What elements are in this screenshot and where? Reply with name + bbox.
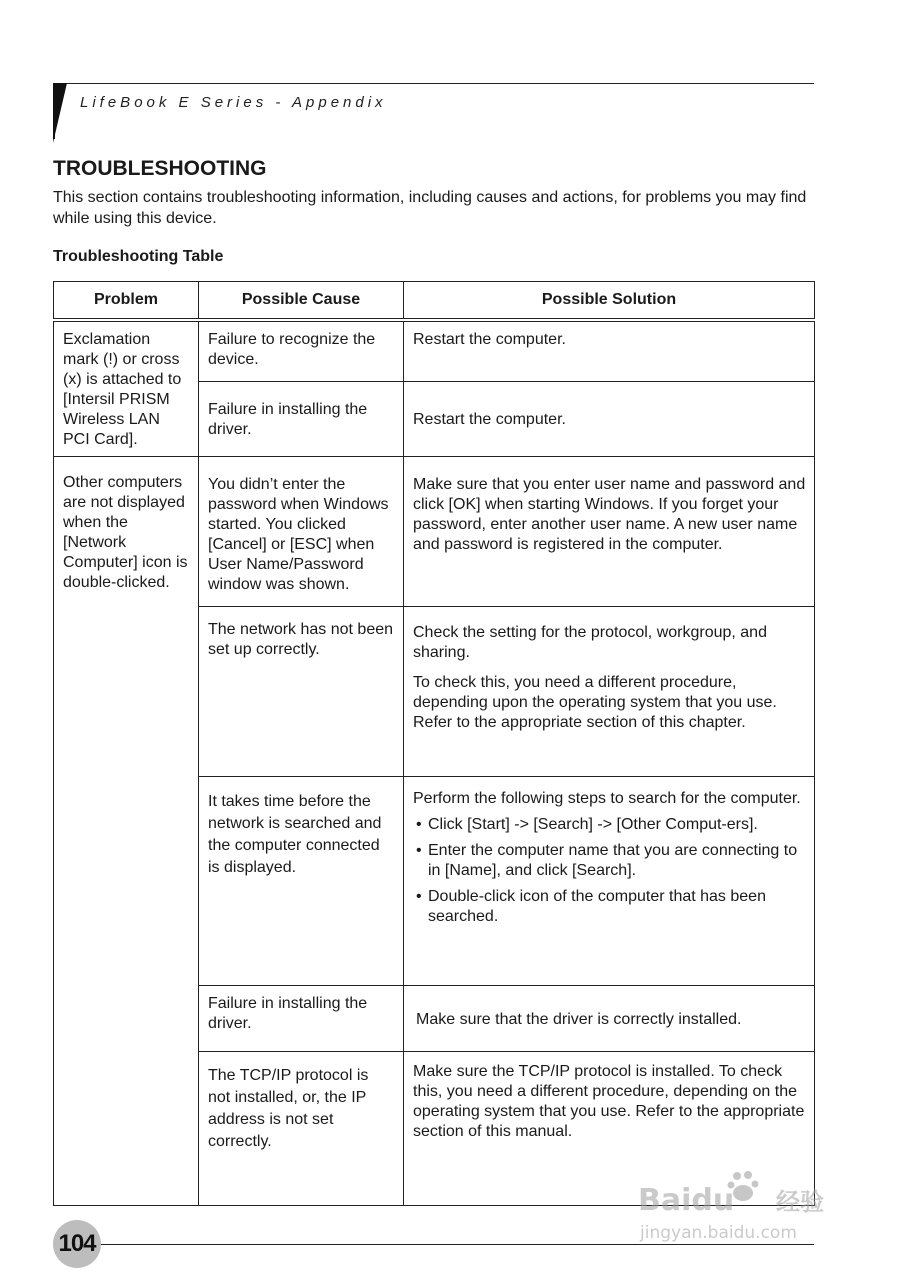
header-corner-mark: [53, 83, 67, 143]
solution-cell: Make sure the TCP/IP protocol is installed. To check this, you need a different procedure, depending on the operating system that you use. Refer to the appropriate section of this manual.: [404, 1052, 815, 1206]
watermark-url: jingyan.baidu.com: [640, 1223, 797, 1243]
cause-cell: The network has not been set up correctly.: [199, 607, 404, 777]
cause-cell: Failure in installing the driver.: [199, 382, 404, 457]
section-title: TROUBLESHOOTING: [53, 157, 267, 180]
header-problem: Problem: [54, 282, 199, 321]
solution-cell: [404, 777, 815, 986]
header-rule: [54, 83, 814, 84]
page-number: 104: [58, 1230, 96, 1257]
header-corner-stem: [53, 83, 55, 139]
table-row: [54, 457, 815, 607]
table-title: Troubleshooting Table: [53, 248, 224, 265]
header-solution: Possible Solution: [404, 282, 815, 321]
problem-cell: Other computers are not displayed when the [Network Computer] icon is double-clicked.: [54, 457, 199, 1206]
page-number-badge: [53, 1220, 101, 1268]
solution-paragraph: To check this, you need a different procedure, depending upon the operating system that you use. Refer to the appropriate section of this chapter.: [413, 674, 777, 731]
problem-cell: Exclamation mark (!) or cross (x) is attached to [Intersil PRISM Wireless LAN PCI Card].: [54, 320, 199, 457]
solution-cell: Restart the computer.: [404, 382, 815, 457]
table-row: [54, 320, 815, 382]
cause-cell: It takes time before the network is searched and the computer connected is displayed.: [199, 777, 404, 986]
watermark-brand: Baidu: [638, 1183, 735, 1218]
troubleshooting-table: [53, 281, 815, 1206]
cause-cell: Failure in installing the driver.: [199, 986, 404, 1052]
list-item: • Enter the computer name that you are connecting to in [Name], and click [Search].: [413, 841, 806, 881]
cause-cell: The TCP/IP protocol is not installed, or, the IP address is not set correctly.: [199, 1052, 404, 1206]
solution-paragraph: Check the setting for the protocol, workgroup, and sharing.: [413, 624, 767, 661]
solution-cell: [404, 607, 815, 777]
cause-cell: You didn’t enter the password when Windows started. You clicked [Cancel] or [ESC] when User Name/Password window was shown.: [199, 457, 404, 607]
list-item: • Click [Start] -> [Search] -> [Other Comput-ers].: [413, 815, 806, 835]
cause-cell: Failure to recognize the device.: [199, 320, 404, 382]
running-header: LifeBook E Series - Appendix: [80, 94, 387, 111]
table-header-row: [54, 282, 815, 321]
solution-cell: Restart the computer.: [404, 320, 815, 382]
solution-paragraph: Perform the following steps to search for the computer.: [413, 790, 801, 807]
solution-cell: Make sure that you enter user name and password and click [OK] when starting Windows. If you forget your password, enter another user name. A new user name and password is registered in the computer.: [404, 457, 815, 607]
solution-cell: Make sure that the driver is correctly installed.: [404, 986, 815, 1052]
header-cause: Possible Cause: [199, 282, 404, 321]
baidu-watermark: [636, 1170, 846, 1250]
watermark-cn: 经验: [776, 1188, 824, 1216]
list-item: • Double-click icon of the computer that has been searched.: [413, 887, 806, 927]
section-intro: This section contains troubleshooting information, including causes and actions, for problems you may find while using this device.: [53, 189, 807, 227]
steps-list: [413, 815, 806, 927]
